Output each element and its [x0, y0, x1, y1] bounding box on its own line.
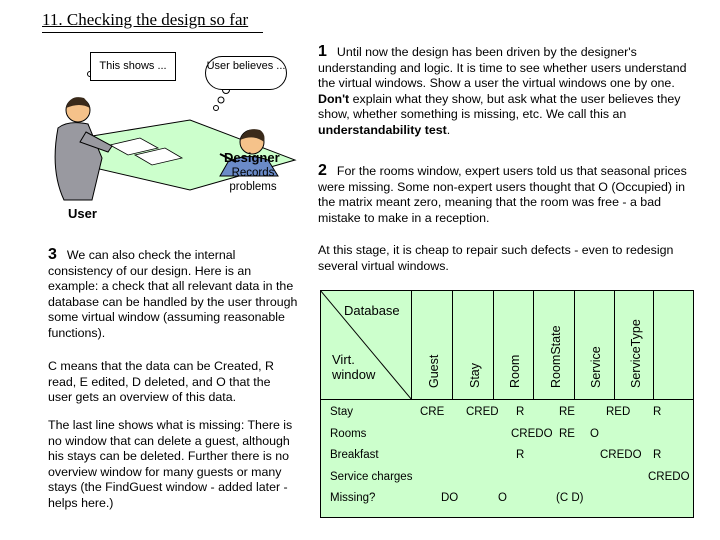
matrix-virt-window-label: Virt. window	[332, 352, 376, 382]
col-header-roomstate: RoomState	[549, 325, 563, 388]
page-title: 11. Checking the design so far	[42, 10, 249, 29]
section-1: 1 Until now the design has been driven by the designer's understanding and logic. It is time to see whether users understand the virtual windows. Show a user the virtual windows one by one. Don't explain what they show, but ask what the user believes they show, whether something is missing, etc. We call this an understandability test.	[318, 43, 687, 137]
section-number: 3	[48, 246, 57, 263]
matrix-cell: R	[653, 406, 662, 418]
matrix-col-divider	[653, 290, 654, 400]
matrix-col-divider	[493, 290, 494, 400]
user-label: User	[68, 206, 97, 221]
row-label-rooms: Rooms	[330, 428, 367, 440]
matrix-cell: R	[653, 449, 662, 461]
matrix-cell: CRE	[420, 406, 445, 418]
section-3: 3 We can also check the internal consistency of our design. Here is an example: a check that all relevant data in the database can be handled by the user through some virtual window (assuming reasonable functions).	[48, 246, 298, 340]
thought-bubble-user: User believes ...	[205, 56, 287, 90]
matrix-col-divider	[614, 290, 615, 400]
matrix-cell: DO	[441, 492, 459, 504]
col-header-service: Service	[589, 346, 603, 388]
row-label-missing: Missing?	[330, 492, 376, 504]
matrix-cell: CREDO	[600, 449, 642, 461]
matrix-col-divider	[533, 290, 534, 400]
matrix-col-divider	[574, 290, 575, 400]
designer-label: Designer	[224, 150, 280, 165]
matrix-cell: R	[516, 406, 525, 418]
row-label-service-charges: Service charges	[330, 471, 413, 483]
section-2: 2 For the rooms window, expert users told us that seasonal prices were missing. Some non-expert users thought that O (Occupied) in the matrix meant zero, meaning that the room was free - a bad mistake to make in a reception.	[318, 162, 687, 225]
speech-bubble-designer: This shows ...	[90, 52, 176, 81]
user-body-icon	[55, 123, 102, 200]
section-3-legend: C means that the data can be Created, R read, E edited, D deleted, and O that the user gets an overview of this data.	[48, 359, 274, 405]
section-number: 1	[318, 43, 327, 60]
matrix-cell: CREDO	[511, 428, 553, 440]
matrix-cell: RE	[559, 406, 575, 418]
section-number: 2	[318, 162, 327, 179]
matrix-cell: CRED	[466, 406, 499, 418]
matrix-cell: (C D)	[556, 492, 584, 504]
row-label-stay: Stay	[330, 406, 354, 418]
col-header-servicetype: ServiceType	[629, 319, 643, 388]
matrix-cell: R	[516, 449, 525, 461]
matrix-cell: RE	[559, 428, 575, 440]
records-problems-label: Records problems	[229, 167, 277, 193]
title-underline	[42, 32, 263, 33]
row-label-breakfast: Breakfast	[330, 449, 379, 461]
section-3-missing: The last line shows what is missing: There is no window that can delete a guest, although his stays can be deleted. Further there is no overview window for many guests or many stays (the FindGuest window - added later - helps here.)	[48, 418, 293, 510]
col-header-stay: Stay	[468, 362, 482, 388]
matrix-cell: O	[498, 492, 507, 504]
section-2-followup: At this stage, it is cheap to repair such defects - even to redesign several virtual windows.	[318, 243, 674, 273]
matrix-database-label: Database	[344, 303, 400, 318]
col-header-room: Room	[508, 354, 522, 388]
col-header-guest: Guest	[427, 354, 441, 388]
matrix-cell: RED	[606, 406, 631, 418]
matrix-cell: O	[590, 428, 599, 440]
matrix-cell: CREDO	[648, 471, 690, 483]
matrix-col-divider	[452, 290, 453, 400]
